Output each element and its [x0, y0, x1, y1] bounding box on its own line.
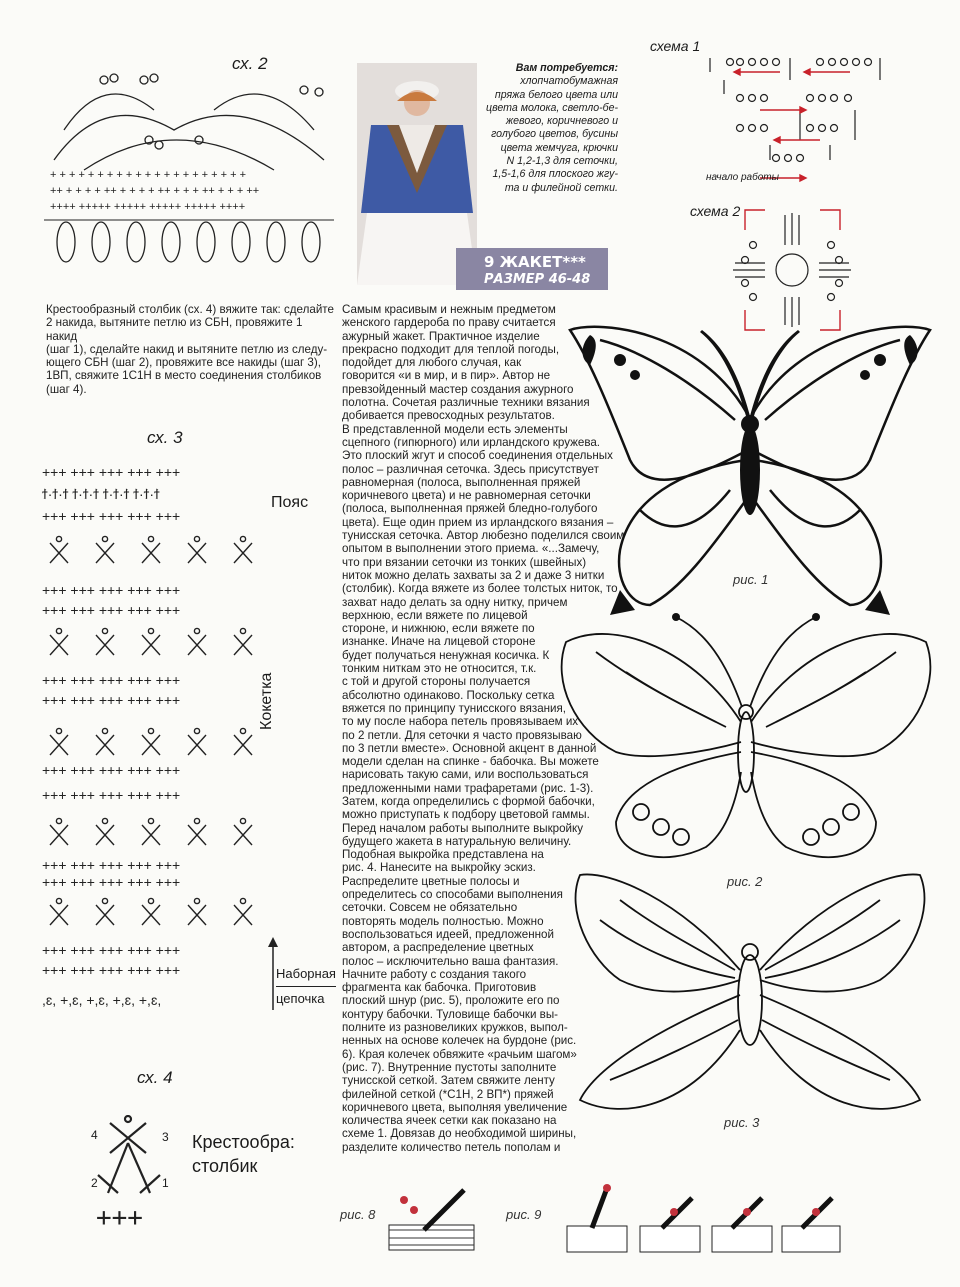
article-line: Распределите цветные полосы и — [342, 874, 520, 888]
instruction-line: 2 накида, вытяните петлю из СБН, провяжите 1 накид — [46, 316, 303, 343]
materials-line: 1,5-1,6 для плоского жгу- — [492, 168, 618, 181]
butterfly-3-figure — [560, 860, 940, 1130]
materials-line: та и филейной сетки. — [504, 181, 618, 194]
materials-block — [482, 62, 618, 195]
article-line: добивается превосходных результатов. — [342, 409, 555, 423]
article-line: говорится «и в мир, и в пир». Автор не — [342, 369, 551, 383]
scheme2-diagram — [725, 205, 860, 335]
svg-text:+++ +++ +++ +++ +++: +++ +++ +++ +++ +++ — [42, 787, 181, 803]
materials-line: N 1,2-1,3 для сеточки, — [506, 155, 618, 168]
scheme1-diagram — [700, 50, 900, 190]
materials-line: хлопчатобумажная — [520, 75, 618, 88]
article-line: филейной сеткой (*С1Н, 2 ВП*) пряжей — [342, 1087, 554, 1101]
article-line: нарисовать такую сами, или воспользоваться — [342, 768, 589, 782]
article-line: стороне, и нижнюю, если вяжете по — [342, 622, 535, 636]
banner-size: РАЗМЕР 46-48 — [484, 272, 591, 287]
article-line: по 2 петли. Для сеточки я часто провязываю — [342, 728, 582, 742]
article-line: можно приступать к подбору цветовой гаммы. — [342, 808, 590, 822]
materials-line: пряжа белого цвета или — [494, 88, 618, 101]
article-line: тонким ниткам это не относится, т.к. — [342, 662, 537, 676]
materials-line: жевого, коричневого и — [505, 115, 618, 128]
svg-text:+++ +++ +++ +++ +++: +++ +++ +++ +++ +++ — [42, 672, 181, 688]
article-line: плоский шнур (рис. 5), проложите его по — [342, 994, 560, 1008]
article-line: фрагмента как бабочка. Приготовив — [342, 981, 537, 995]
article-line: то му после набора петель провязываем их — [342, 715, 579, 729]
article-line: воспользоваться идеей, предложенной — [342, 927, 554, 941]
fig2-caption: рис. 2 — [727, 874, 763, 889]
article-line: схеме 1. Довязав до необходимой ширины, — [342, 1127, 577, 1141]
article-line: будущего жакета в натуральную величину. — [342, 834, 572, 848]
article-line: превзойденный мастер создания ажурного — [342, 382, 574, 396]
svg-text:+++ +++ +++ +++ +++: +++ +++ +++ +++ +++ — [42, 962, 181, 978]
article-line: модели сделан на спинке - бабочка. Вы можете — [342, 755, 599, 769]
sx4-step: 1 — [162, 1176, 169, 1190]
banner-title: 9 ЖАКЕТ*** — [484, 253, 586, 271]
article-line: сцепного (гипюрного) или ирландского кружева. — [342, 435, 601, 449]
sx3-label: сх. 3 — [147, 428, 183, 447]
instruction-line: (шаг 1), сделайте накид и вытяните петлю из следу- — [46, 342, 328, 356]
article-line: что при вязании сеточки из тонких (швейных) — [342, 555, 587, 569]
chain-label-line1: Наборная — [276, 962, 336, 987]
svg-text:+ + + + + + + + + + + + + + +: + + + + + + + + + + + + + + + + + + + + + — [50, 169, 247, 181]
sx4-step: 4 — [91, 1128, 98, 1142]
article-line: с той и другой стороны получается — [342, 675, 531, 689]
fig9-caption: рис. 9 — [506, 1207, 542, 1222]
fig8-illustration — [384, 1180, 484, 1260]
svg-text:+++ +++ +++ +++ +++: +++ +++ +++ +++ +++ — [42, 582, 181, 598]
sx4-caption — [192, 1130, 295, 1178]
fig8-caption: рис. 8 — [340, 1207, 376, 1222]
article-line: прекрасно подходит для теплой погоды, — [342, 342, 560, 356]
article-line: (полоса, выполненная пряжей бледно-голубого — [342, 502, 598, 516]
article-line: Начните работу с создания такого — [342, 967, 527, 981]
svg-text:+++ +++ +++ +++ +++: +++ +++ +++ +++ +++ — [42, 508, 181, 524]
materials-heading: Вам потребуется: — [515, 62, 618, 74]
article-line: Перед началом работы выполните выкройку — [342, 821, 584, 835]
article-line: полните из разновеликих кружков, выпол- — [342, 1021, 568, 1035]
article-line: В представленной модели есть элементы — [342, 422, 568, 436]
article-line: повторять модель полностью. Можно — [342, 914, 544, 928]
article-line: захват надо делать за одну нитку, причем — [342, 595, 568, 609]
sx4-caption-line1: Крестообра: — [192, 1132, 295, 1152]
butterfly-2-figure — [556, 612, 941, 877]
svg-text:ϯ·ϯ·ϯ ϯ·ϯ·ϯ ϯ·ϯ·ϯ ϯ·ϯ·ϯ: ϯ·ϯ·ϯ ϯ·ϯ·ϯ ϯ·ϯ·ϯ ϯ·ϯ·ϯ — [42, 486, 160, 502]
fig3-caption: рис. 3 — [724, 1115, 760, 1130]
instruction-line: Крестообразный столбик (сх. 4) вяжите так: сделайте — [46, 303, 334, 316]
instruction-line: (шаг 4). — [46, 382, 87, 396]
materials-line: цвета молока, светло-бе- — [486, 101, 618, 114]
svg-text:+++ +++ +++ +++ +++: +++ +++ +++ +++ +++ — [42, 692, 181, 708]
sx4-caption-line2: столбик — [192, 1156, 258, 1176]
svg-text:+++ +++ +++ +++ +++: +++ +++ +++ +++ +++ — [42, 942, 181, 958]
article-line: ажурный жакет. Практичное изделие — [342, 329, 540, 343]
article-line: ниток можно делать захваты за 2 и даже 3 нитки — [342, 568, 605, 582]
article-line: полос – различная сеточка. Здесь присутствует — [342, 462, 599, 476]
scheme2-title: схема 2 — [690, 203, 741, 219]
article-line: (столбик). Когда вяжете из более толстых ниток, то — [342, 582, 618, 596]
scheme1-title: схема 1 — [650, 38, 701, 54]
article-line: полос – исключительно ваша фантазия. — [342, 954, 559, 968]
sx2-diagram — [44, 70, 334, 270]
chain-label-line2: цепочка — [276, 991, 325, 1006]
fig9-illustration — [562, 1178, 842, 1260]
materials-line: цвета жемчуга, крючки — [500, 141, 618, 154]
materials-line: голубого цветов, бусины — [491, 128, 618, 141]
article-line: абсолютно одинаково. Поскольку сетка — [342, 688, 555, 702]
article-line: коричневого цвета) и не равномерная сеточки — [342, 489, 591, 503]
svg-text:+++ +++ +++ +++ +++: +++ +++ +++ +++ +++ — [42, 874, 181, 890]
scheme1-start: начало работы — [706, 172, 779, 183]
sx4-step: 3 — [162, 1130, 169, 1144]
article-line: Затем, когда определились с формой бабочки, — [342, 794, 595, 808]
svg-text:+++ +++ +++ +++ +++: +++ +++ +++ +++ +++ — [42, 602, 181, 618]
article-line: вяжется по принципу тунисского вязания, — [342, 701, 567, 715]
article-line: 6). Края колечек обвяжите «рачьим шагом» — [342, 1047, 577, 1061]
article-line: цвета). Еще один прием из ирландского вязания – — [342, 515, 614, 529]
sx4-label: сх. 4 — [137, 1068, 173, 1087]
fig1-caption: рис. 1 — [733, 572, 769, 587]
svg-text:++++ +++++ +++++ +++++ +++: ++++ +++++ +++++ +++++ +++++ ++++ — [50, 201, 246, 213]
title-banner — [456, 248, 608, 290]
sx2-label: сх. 2 — [232, 54, 268, 73]
yoke-label: Кокетка — [258, 672, 275, 730]
article-line: будет получаться ненужная косичка. К — [342, 648, 550, 662]
article-line: по 3 петли вместе». Основной акцент в данной — [342, 741, 597, 755]
instruction-block — [46, 303, 336, 396]
article-line: тунисской сеткой. Затем свяжите ленту — [342, 1074, 555, 1088]
article-line: автором, а распределение цветных — [342, 941, 534, 955]
sx3-diagram — [42, 465, 267, 1015]
article-line: полотна. Сочетая различные техники вязания — [342, 396, 590, 410]
svg-text:,ɛ, +,ɛ, +,ɛ, +,ɛ, +,ɛ,: ,ɛ, +,ɛ, +,ɛ, +,ɛ, +,ɛ, — [42, 992, 162, 1008]
article-line: тунисская сеточка. Автор любезно поделился своим — [342, 529, 625, 543]
article-line: Подобная выкройка представлена на — [342, 848, 544, 862]
sx4-step: 2 — [91, 1176, 98, 1190]
article-line: верхнюю, если вяжете по лицевой — [342, 608, 528, 622]
article-line: рис. 4. Нанесите на выкройку эскиз. — [342, 861, 536, 875]
article-line: (рис. 7). Внутренние пустоты заполните — [342, 1060, 557, 1074]
article-line: разделите количество петель пополам и — [342, 1140, 561, 1154]
article-line: контуру бабочки. Туловище бабочки вы- — [342, 1007, 559, 1021]
article-line: изнанке. Иначе на лицевой стороне — [342, 635, 536, 649]
belt-label: Пояс — [271, 494, 309, 511]
svg-text:+++ +++ +++ +++ +++: +++ +++ +++ +++ +++ — [42, 465, 181, 480]
article-line: сеточки. Совсем не обязательно — [342, 901, 518, 915]
article-line: подойдет для любого случая, как — [342, 356, 522, 370]
article-line: Самым красивым и нежным предметом — [342, 303, 556, 316]
article-line: Это плоский жгут и способ соединения отдельных — [342, 449, 613, 463]
svg-text:+++ +++ +++ +++ +++: +++ +++ +++ +++ +++ — [42, 857, 181, 873]
article-line: равномерная (полоса, выполненная пряжей — [342, 475, 581, 489]
article-line: количества ячеек сетки как показано на — [342, 1114, 557, 1128]
instruction-line: ющего СБН (шаг 2), провяжите все накиды (шаг 3), — [46, 356, 321, 370]
article-line: опытом в выполнении этого приема. «...Замечу, — [342, 542, 600, 556]
article-line: определитесь со способами выполнения — [342, 888, 563, 902]
instruction-line: 1ВП, свяжите 1С1Н в место соединения столбиков — [46, 369, 322, 383]
article-line: ненных на основе колечек на бурдоне (рис. — [342, 1034, 577, 1048]
svg-text:++ + + + + ++ + + + + ++ + + +: ++ + + + + ++ + + + + ++ + + + ++ + + + ++ — [50, 185, 260, 197]
chain-label — [276, 962, 336, 1011]
svg-text:+++ +++ +++ +++ +++: +++ +++ +++ +++ +++ — [42, 762, 181, 778]
article-line: коричневого цвета, выполняя увеличение — [342, 1100, 568, 1114]
article-line: женского гардероба по праву считается — [342, 316, 556, 330]
sx4-base: +++ — [96, 1203, 143, 1233]
article-line: предложенными нами трафаретами (рис. 1-3). — [342, 781, 594, 795]
